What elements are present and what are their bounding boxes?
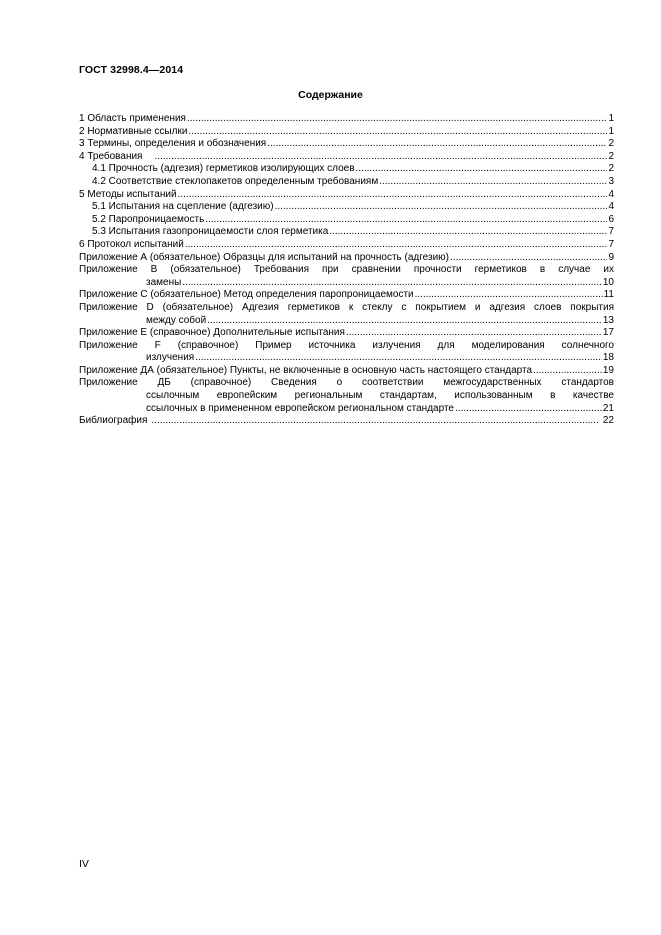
dot-leader [185,239,608,252]
toc-entry-title: Приложение В (обязательное) Требования при сравнении прочности герметиков в случае их [79,264,614,276]
dot-leader [151,415,598,428]
toc-entry-page: 11 [603,289,614,301]
toc-entry-title: 5.3 Испытания газопроницаемости слоя герметика [92,226,329,238]
toc-entry-page: 21 [602,402,614,414]
toc-entry-title: Приложение А (обязательное) Образцы для испытаний на прочность (адгезию) [79,251,450,263]
toc-entry-page: 2 [608,163,614,175]
toc-entry-title: 4.2 Соответствие стеклопакетов определенным требованиям [92,175,379,187]
toc-entry-annex-a[interactable] [79,252,614,265]
dot-leader [195,352,602,365]
toc-entry-page: 13 [602,314,614,326]
dot-leader [450,252,607,265]
dot-leader [346,327,602,340]
toc-entry-annex-e[interactable] [79,327,614,340]
dot-leader [329,226,607,239]
toc-entry-page: 7 [608,238,614,250]
dot-leader [415,289,603,302]
toc-entry-page: 1 [608,113,614,124]
toc-entry[interactable] [79,113,614,126]
toc-entry-page: 2 [608,138,614,150]
dot-leader [275,201,608,214]
toc-subentry[interactable] [79,201,614,214]
document-header: ГОСТ 32998.4—2014 [79,64,184,76]
toc-subentry[interactable] [79,226,614,239]
toc-entry-title: Приложение Е (справочное) Дополнительные испытания [79,327,345,339]
toc-entry-page: 6 [608,213,614,225]
toc-entry-page: 1 [608,125,614,137]
toc-entry[interactable] [79,239,614,252]
toc-entry-title: 5 Методы испытаний [79,188,177,200]
toc-entry-page: 17 [602,327,614,339]
toc-entry-title-continued: ссылочным европейским региональным стандартам, использованным в качестве [146,390,614,402]
toc-subentry[interactable] [79,163,614,176]
dot-leader [207,315,602,328]
toc-entry-page: 9 [608,251,614,263]
toc-subentry[interactable] [79,214,614,227]
toc-entry[interactable] [79,189,614,202]
toc-entry-title: Приложение С (обязательное) Метод определения паропроницаемости [79,289,414,301]
dot-leader [267,138,607,151]
toc-entry-title: 3 Термины, определения и обозначения [79,138,267,150]
toc-entry-annex-d[interactable] [79,302,614,327]
dot-leader [356,163,608,176]
toc-entry-title: Приложение D (обязательное) Адгезия герметиков к стеклу с покрытием и адгезия слоев покрытия [79,301,614,313]
toc-entry-title: 6 Протокол испытаний [79,238,184,250]
toc-entry-bibliography[interactable] [79,415,614,428]
toc-entry-annex-db[interactable] [79,377,614,415]
toc-entry-title-continued: между собой [146,314,207,326]
toc-entry-title-continued: излучения [146,352,195,364]
toc-entry-title-continued: замены [146,276,182,288]
dot-leader [205,214,607,227]
toc-subentry[interactable] [79,176,614,189]
dot-leader [188,126,607,139]
toc-entry-title: Приложение ДА (обязательное) Пункты, не включенные в основную часть настоящего стандарта [79,364,533,376]
dot-leader [379,176,607,189]
toc-entry-title: 4 Требования [79,150,143,162]
toc-entry-page: 19 [602,364,614,376]
toc-entry-title: Приложение ДБ (справочное) Сведения о соответствии межгосударственных стандартов [79,377,614,389]
toc-title: Содержание [298,89,363,101]
toc-entry[interactable] [79,138,614,151]
toc-entry-page: 4 [608,188,614,200]
toc-entry-page: 22 [602,415,614,427]
toc-entry-title: Библиография [79,415,148,427]
page-number: IV [79,858,89,870]
toc-entry-annex-c[interactable] [79,289,614,302]
dot-leader [154,151,607,164]
toc-entry-title-continued: ссылочных в примененном европейском региональном стандарте [146,402,454,414]
dot-leader [187,113,607,126]
toc-entry-title: 5.1 Испытания на сцепление (адгезию) [92,201,274,213]
dot-leader [182,277,602,290]
toc-entry-page: 2 [608,150,614,162]
dot-leader [455,403,602,416]
table-of-contents [79,113,614,428]
dot-leader [178,189,608,202]
toc-entry-page: 4 [608,201,614,213]
toc-entry-page: 10 [602,276,614,288]
toc-entry[interactable] [79,126,614,139]
toc-entry-page: 18 [602,352,614,364]
toc-entry-title: Приложение F (справочное) Пример источника излучения для моделирования солнечного [79,339,614,351]
toc-entry-title: 5.2 Паропроницаемость [92,213,205,225]
toc-entry-annex-b[interactable] [79,264,614,289]
dot-leader [533,365,602,378]
toc-entry-title: 4.1 Прочность (адгезия) герметиков изолирующих слоев [92,163,355,175]
toc-entry-annex-f[interactable] [79,340,614,365]
toc-entry-title: 2 Нормативные ссылки [79,125,188,137]
toc-entry-annex-da[interactable] [79,365,614,378]
toc-entry-title: 1 Область применения [79,113,186,124]
toc-entry-page: 3 [608,175,614,187]
toc-entry-page: 7 [608,226,614,238]
toc-entry[interactable] [79,151,614,164]
